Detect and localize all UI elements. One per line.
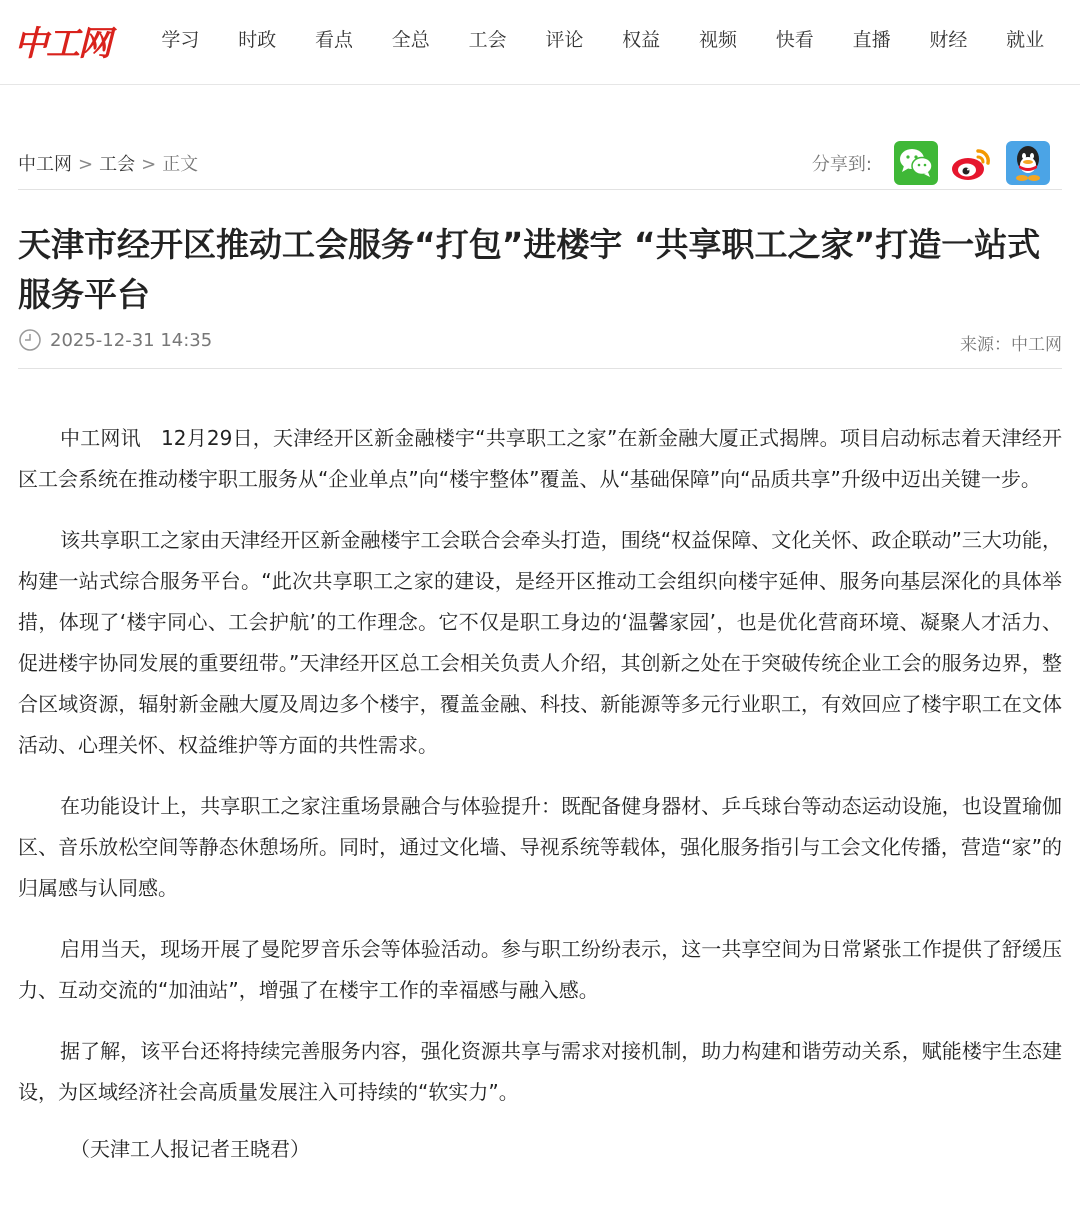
nav-item-acftu[interactable]: 全总 — [391, 29, 430, 51]
nav-item-rights[interactable]: 权益 — [622, 29, 661, 51]
nav-item-highlights[interactable]: 看点 — [314, 29, 353, 51]
publish-datetime: 2025-12-31 14:35 — [50, 329, 213, 351]
breadcrumb-home[interactable]: 中工网 — [18, 154, 72, 175]
article-source: 来源：中工网 — [960, 335, 1062, 355]
site-logo[interactable] — [14, 14, 110, 64]
clock-icon — [18, 328, 42, 352]
breadcrumb — [18, 150, 198, 176]
article-title: 天津市经开区推动工会服务“打包”进楼宇 “共享职工之家”打造一站式服务平台 — [18, 225, 1041, 314]
nav-item-employment[interactable]: 就业 — [1006, 29, 1045, 51]
article-paragraph: 启用当天，现场开展了曼陀罗音乐会等体验活动。参与职工纷纷表示，这一共享空间为日常紧张工作提供了舒缓压力、互动交流的“加油站”，增强了在楼宇工作的幸福感与融入感。 — [18, 937, 1062, 1002]
article-paragraph: 中工网讯 12月29日，天津经开区新金融楼宇“共享职工之家”在新金融大厦正式揭牌。项目启动标志着天津经开区工会系统在推动楼宇职工服务从“企业单点”向“楼宇整体”覆盖、从“基础保障”向“品质共享”升级中迈出关键一步。 — [18, 426, 1062, 491]
breadcrumb-row — [18, 138, 1062, 190]
nav-item-commentary[interactable]: 评论 — [545, 29, 584, 51]
share-wechat-button[interactable] — [894, 141, 938, 185]
qq-icon — [1011, 143, 1045, 183]
wechat-icon — [898, 147, 934, 179]
main-nav — [142, 24, 1064, 56]
breadcrumb-separator: > — [78, 154, 94, 175]
breadcrumb-current: 正文 — [162, 154, 199, 175]
share-label: 分享到: — [811, 154, 872, 175]
nav-item-finance[interactable]: 财经 — [929, 29, 968, 51]
nav-item-study[interactable]: 学习 — [161, 29, 200, 51]
share-qq-button[interactable] — [1006, 141, 1050, 185]
breadcrumb-separator: > — [141, 154, 157, 175]
article-paragraph: 据了解，该平台还将持续完善服务内容，强化资源共享与需求对接机制，助力构建和谐劳动关系，赋能楼宇生态建设，为区域经济社会高质量发展注入可持续的“软实力”。 — [18, 1039, 1062, 1104]
breadcrumb-section[interactable]: 工会 — [99, 154, 136, 175]
nav-item-live[interactable]: 直播 — [852, 29, 891, 51]
publish-date — [18, 328, 212, 352]
article-meta — [18, 325, 1062, 369]
share-bar — [812, 140, 1050, 186]
article-body — [18, 418, 1062, 1190]
share-weibo-button[interactable] — [950, 141, 994, 185]
nav-item-union[interactable]: 工会 — [468, 29, 507, 51]
article-paragraph: 在功能设计上，共享职工之家注重场景融合与体验提升：既配备健身器材、乒乓球台等动态运动设施，也设置瑜伽区、音乐放松空间等静态休憩场所。同时，通过文化墙、导视系统等载体，强化服务指引与工会文化传播，营造“家”的归属感与认同感。 — [18, 794, 1062, 900]
nav-item-politics[interactable]: 时政 — [238, 29, 277, 51]
nav-item-quick-look[interactable]: 快看 — [775, 29, 814, 51]
reporter-byline: （天津工人报记者王晓君） — [70, 1137, 310, 1161]
top-navigation-bar — [0, 0, 1080, 85]
logo-text: 中工网 — [14, 24, 110, 64]
article-paragraph: 该共享职工之家由天津经开区新金融楼宇工会联合会牵头打造，围绕“权益保障、文化关怀、政企联动”三大功能，构建一站式综合服务平台。“此次共享职工之家的建设，是经开区推动工会组织向楼宇延伸、服务向基层深化的具体举措，体现了‘楼宇同心、工会护航’的工作理念。它不仅是职工身边的‘温馨家园’，也是优化营商环境、凝聚人才活力、促进楼宇协同发展的重要纽带。”天津经开区总工会相关负责人介绍，其创新之处在于突破传统企业工会的服务边界，整合区域资源，辐射新金融大厦及周边多个楼宇，覆盖金融、科技、新能源等多元行业职工，有效回应了楼宇职工在文体活动、心理关怀、权益维护等方面的共性需求。 — [18, 528, 1062, 757]
nav-item-video[interactable]: 视频 — [698, 29, 737, 51]
weibo-icon — [950, 143, 994, 183]
